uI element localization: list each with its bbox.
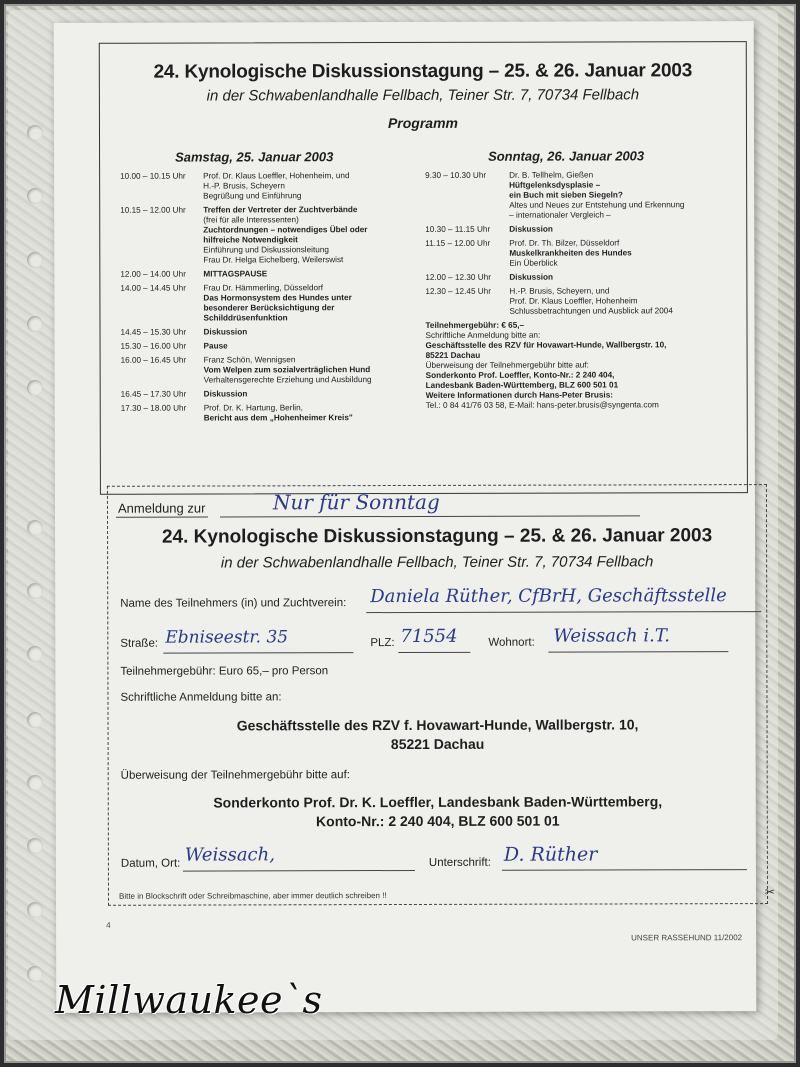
schedule-time: 10.15 – 12.00 Uhr (120, 205, 186, 215)
schedule-row (425, 238, 743, 269)
account-line-1: Sonderkonto Prof. Dr. K. Loeffler, Landesbank Baden-Württemberg, (213, 793, 663, 811)
document-page (54, 21, 776, 1013)
signature-label: Unterschrift: (428, 856, 491, 869)
registration-form (107, 484, 776, 906)
schedule-time: 16.00 – 16.45 Uhr (120, 355, 187, 365)
schedule-line: Muskelkrankheiten des Hundes (509, 248, 632, 258)
note-line (220, 515, 640, 517)
office-line-1: Geschäftsstelle des RZV f. Hovawart-Hunde, Wallbergstr. 10, (236, 716, 639, 734)
schedule-time: 15.30 – 16.00 Uhr (120, 341, 187, 351)
scissors-icon: ✂ (764, 885, 776, 900)
program-location: in der Schwabenlandhalle Fellbach, Teiner Str. 7, 70734 Fellbach (206, 86, 640, 105)
city-underline (548, 651, 728, 652)
register-to-text: Schriftliche Anmeldung bitte an: (120, 691, 282, 704)
schedule-line: Bericht aus dem „Hohenheimer Kreis" (203, 413, 353, 423)
info-line: Schriftliche Anmeldung bitte an: (425, 330, 541, 340)
schedule-details (509, 272, 743, 283)
watermark-signature: Millwaukee`s (55, 978, 323, 1022)
schedule-time: 11.15 – 12.00 Uhr (425, 238, 491, 248)
saturday-heading: Samstag, 25. Januar 2003 (175, 149, 334, 165)
schedule-line: Franz Schön, Wennigsen (203, 355, 296, 365)
schedule-line: – internationaler Vergleich – (509, 210, 611, 220)
signature-underline (502, 869, 747, 871)
schedule-details (204, 403, 426, 424)
schedule-row (120, 269, 425, 280)
schedule-line: Altes und Neues zur Entstehung und Erkennung (509, 200, 685, 210)
schedule-line: Prof. Dr. K. Hartung, Berlin, (203, 403, 303, 413)
sunday-heading: Sonntag, 26. Januar 2003 (488, 148, 645, 164)
name-field[interactable]: Daniela Rüther, CfBrH, Geschäftsstelle (370, 585, 727, 608)
schedule-row (120, 171, 425, 202)
schedule-details (509, 224, 743, 235)
info-line: Tel.: 0 84 41/76 03 58, E-Mail: hans-peter.brusis@syngenta.com (425, 400, 659, 410)
anmeldung-label: Anmeldung zur (117, 500, 206, 516)
schedule-line: Treffen der Vertreter der Zuchtverbände (203, 205, 358, 215)
schedule-row (425, 286, 743, 317)
schedule-line: Pause (203, 341, 228, 351)
schedule-details (204, 355, 426, 386)
schedule-line: Vom Welpen zum sozialverträglichen Hund (203, 365, 371, 375)
schedule-line: Frau Dr. Hämmerling, Düsseldorf (203, 283, 324, 293)
schedule-line: Dr. B. Tellhelm, Gießen (509, 170, 594, 180)
schedule-line: (frei für alle Interessenten) (203, 215, 299, 225)
schedule-time: 10.00 – 10.15 Uhr (120, 171, 186, 181)
saturday-schedule (120, 171, 426, 428)
schedule-row (425, 170, 743, 221)
name-underline (366, 611, 761, 613)
schedule-line: Prof. Dr. Klaus Loeffler, Hohenheim (509, 296, 638, 306)
sunday-schedule (425, 170, 744, 411)
schedule-time: 17.30 – 18.00 Uhr (120, 403, 187, 413)
form-location: in der Schwabenlandhalle Fellbach, Teiner Str. 7, 70734 Fellbach (220, 553, 654, 572)
program-box (99, 41, 748, 495)
street-field[interactable]: Ebniseestr. 35 (165, 627, 289, 648)
schedule-details (203, 269, 425, 280)
date-label: Datum, Ort: (120, 857, 181, 870)
schedule-line: Einführung und Diskussionsleitung (203, 245, 329, 255)
schedule-line: Das Hormonsystem des Hundes unter (203, 293, 352, 303)
schedule-time: 12.00 – 12.30 Uhr (425, 272, 491, 282)
schedule-line: Begrüßung und Einführung (203, 191, 302, 201)
schedule-row (120, 205, 425, 266)
schedule-time: 12.30 – 12.45 Uhr (425, 286, 491, 296)
date-underline (183, 870, 415, 872)
schedule-details (509, 286, 743, 317)
schedule-row (425, 224, 743, 235)
plz-label: PLZ: (370, 637, 395, 650)
form-title: 24. Kynologische Diskussionstagung – 25. & 26. Januar 2003 (161, 525, 713, 548)
schedule-time: 16.45 – 17.30 Uhr (120, 389, 187, 399)
schedule-details (204, 327, 426, 338)
office-line-2: 85221 Dachau (390, 735, 485, 753)
info-line: Landesbank Baden-Württemberg, BLZ 600 501 01 (425, 380, 619, 390)
schedule-details (203, 205, 425, 266)
registration-info (425, 320, 743, 411)
info-line: Geschäftsstelle des RZV für Hovawart-Hunde, Wallbergstr. 10, (425, 340, 667, 350)
schedule-line: Hüftgelenksdysplasie – (509, 180, 601, 190)
city-label: Wohnort: (488, 636, 535, 649)
schedule-line: Diskussion (203, 389, 248, 399)
page-number: 4 (106, 920, 111, 930)
schedule-line: Schlussbetrachtungen und Ausblick auf 2004 (509, 306, 673, 316)
street-underline (163, 652, 353, 653)
schedule-line: ein Buch mit sieben Siegeln? (509, 190, 623, 200)
date-field[interactable]: Weissach, (184, 844, 275, 866)
info-line: 85221 Dachau (425, 350, 481, 360)
transfer-to-text: Überweisung der Teilnehmergebühr bitte auf: (120, 769, 350, 782)
info-line: Teilnehmergebühr: € 65,– (425, 320, 525, 330)
schedule-line: Zuchtordnungen – notwendiges Übel oder (203, 225, 368, 235)
schedule-line: besonderer Berücksichtigung der (203, 303, 335, 313)
schedule-row (425, 272, 743, 283)
schedule-line: Schilddrüsenfunktion (203, 313, 288, 323)
fee-text: Teilnehmergebühr: Euro 65,– pro Person (120, 665, 329, 678)
schedule-time: 12.00 – 14.00 Uhr (120, 269, 186, 279)
schedule-time: 14.00 – 14.45 Uhr (120, 283, 186, 293)
street-label: Straße: (120, 637, 159, 650)
schedule-line: H.-P. Brusis, Scheyern (203, 181, 285, 191)
schedule-line: Prof. Dr. Th. Bilzer, Düsseldorf (509, 238, 620, 248)
info-line: Sonderkonto Prof. Loeffler, Konto-Nr.: 2 240 404, (425, 370, 615, 380)
schedule-line: H.-P. Brusis, Scheyern, und (509, 286, 610, 296)
schedule-time: 10.30 – 11.15 Uhr (425, 224, 491, 234)
schedule-row (120, 283, 425, 324)
schedule-row (121, 327, 426, 338)
form-note: Bitte in Blockschrift oder Schreibmaschine, aber immer deutlich schreiben !! (118, 891, 387, 901)
info-line: Weitere Informationen durch Hans-Peter Brusis: (425, 390, 613, 400)
plz-field[interactable]: 71554 (400, 625, 458, 648)
magazine-footer: UNSER RASSEHUND 11/2002 (631, 933, 743, 943)
handwritten-note: Nur für Sonntag (272, 489, 440, 515)
schedule-details (204, 389, 426, 400)
schedule-time: 14.45 – 15.30 Uhr (120, 327, 187, 337)
anmeldung-underline (116, 517, 208, 518)
schedule-time: 9.30 – 10.30 Uhr (425, 170, 487, 180)
schedule-row (121, 389, 426, 400)
schedule-line: MITTAGSPAUSE (203, 269, 268, 279)
schedule-details (509, 238, 743, 269)
schedule-line: hilfreiche Notwendigkeit (203, 235, 298, 245)
info-line: Überweisung der Teilnehmergebühr bitte auf: (425, 360, 589, 370)
schedule-line: Verhaltensgerechte Erziehung und Ausbildung (203, 375, 372, 385)
schedule-line: Diskussion (203, 327, 248, 337)
city-field[interactable]: Weissach i.T. (553, 625, 670, 647)
schedule-line: Prof. Dr. Klaus Loeffler, Hohenheim, und (203, 171, 350, 181)
program-title: 24. Kynologische Diskussionstagung – 25. & 26. Januar 2003 (153, 60, 693, 83)
schedule-line: Ein Überblick (509, 258, 558, 268)
program-heading: Programm (387, 114, 459, 132)
schedule-line: Diskussion (509, 272, 554, 282)
schedule-line: Diskussion (509, 224, 553, 234)
schedule-row (121, 355, 426, 386)
schedule-line: Frau Dr. Helga Eichelberg, Weilerswist (203, 255, 344, 265)
schedule-row (121, 403, 426, 424)
schedule-row (121, 341, 426, 352)
schedule-details (203, 283, 425, 324)
schedule-details (203, 171, 425, 202)
schedule-details (204, 341, 426, 352)
name-label: Name des Teilnehmers (in) und Zuchtverein: (120, 597, 347, 610)
schedule-details (509, 170, 743, 221)
plz-underline (398, 652, 470, 653)
signature-field[interactable]: D. Rüther (503, 843, 598, 866)
account-line-2: Konto-Nr.: 2 240 404, BLZ 600 501 01 (315, 812, 560, 830)
